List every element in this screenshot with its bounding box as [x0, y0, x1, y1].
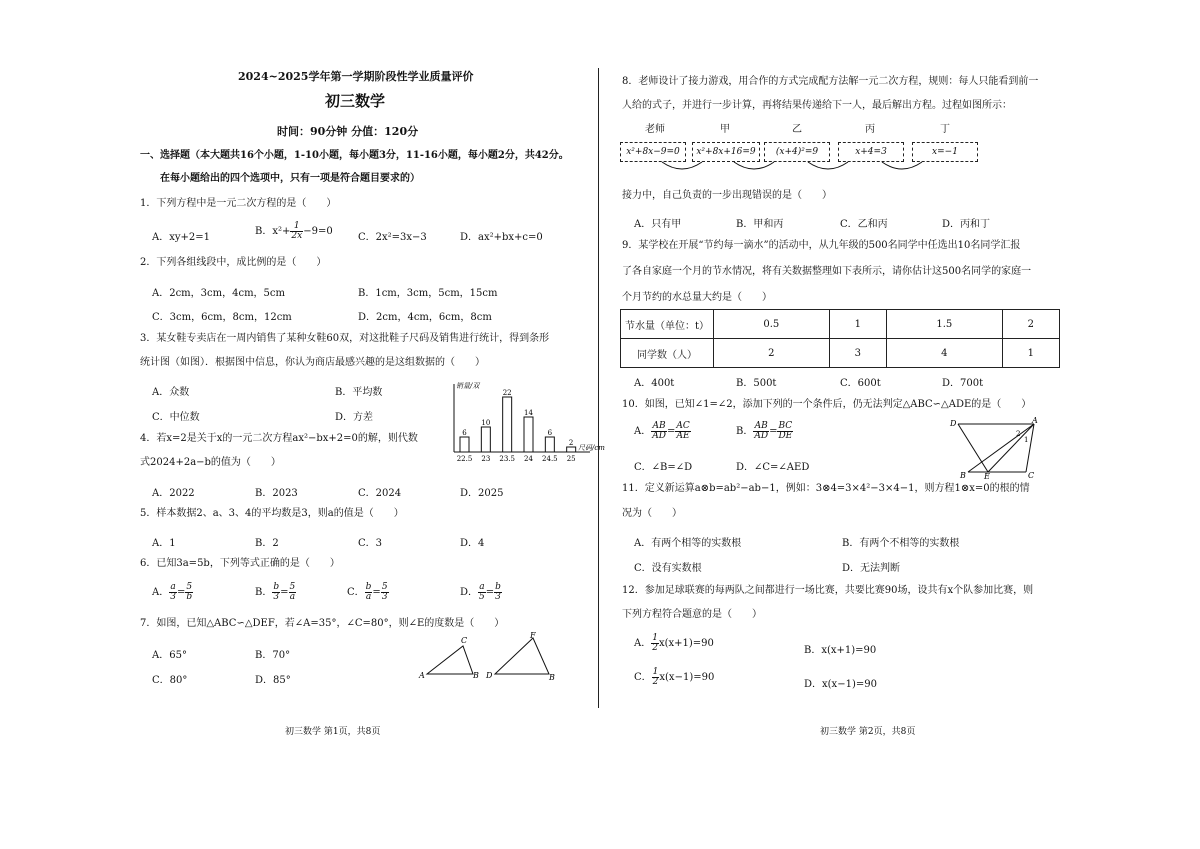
- q1-b-fraction: [290, 222, 303, 241]
- q10-option-a: A． $\frac{AB}{AD}$ = $\frac{AC}{AE}$: [634, 421, 690, 441]
- q5-option-b: B．2: [255, 538, 279, 549]
- label-b: B: [960, 471, 966, 480]
- q7-option-a: A．65°: [152, 650, 187, 661]
- q10-option-b: B． $\frac{AB}{AD}$ = $\frac{BC}{DE}$: [736, 421, 793, 441]
- q10-a-lhs-den: AD: [652, 431, 666, 441]
- q1-b-suffix: −9=0: [303, 226, 333, 237]
- q6-c-lhs-num: b: [365, 582, 372, 592]
- q6-b-rhs: [289, 583, 297, 602]
- q10-figure: [948, 416, 1038, 480]
- relay-box-jia: x²+8x+16=9: [692, 142, 760, 162]
- label-c: C: [1028, 471, 1035, 480]
- q6-a-rhs-num: 5: [186, 582, 193, 592]
- triangle-def: [495, 638, 549, 674]
- section-title: 一、选择题（本大题共16个小题，1-10小题，每小题3分，11-16小题，每小题2分，共42分。: [140, 150, 569, 161]
- q11-option-a: A．有两个相等的实数根: [634, 538, 742, 549]
- table-cell: 0.5: [714, 310, 830, 339]
- q9-option-b: B．500t: [736, 378, 777, 389]
- q7-option-c: C．80°: [152, 675, 188, 686]
- label-angle-2: 2: [1016, 430, 1021, 438]
- footer-left: 初三数学 第1页，共8页: [285, 727, 381, 737]
- relay-role-ding: 丁: [940, 124, 950, 135]
- table-cell: 2: [714, 339, 830, 368]
- relay-role-bing: 丙: [865, 124, 875, 135]
- table-cell: 1.5: [886, 310, 1002, 339]
- q5-option-d: D．4: [460, 538, 485, 549]
- q1-option-d: D．ax²+bx+c=0: [460, 232, 543, 243]
- q12-c-rest: x(x−1)=90: [659, 672, 715, 683]
- exam-title: 2024~2025学年第一学期阶段性学业质量评价: [238, 70, 474, 83]
- relay-box-teacher: x²+8x−9=0: [620, 142, 686, 162]
- q11-option-c: C．没有实数根: [634, 563, 702, 574]
- q10-b-rhs-den: DE: [778, 431, 793, 441]
- q2-option-b: B．1cm，3cm，5cm，15cm: [358, 288, 498, 299]
- q11-stem-line1: 11．定义新运算a⊗b=ab²−ab−1，例如：3⊗4=3×4²−3×4−1，则方程1⊗x=0的根的情: [622, 483, 1030, 494]
- data-label: 6: [547, 429, 553, 437]
- q1-b-prefix: B．x²+: [255, 226, 291, 237]
- relay-box-yi: (x+4)²=9: [764, 142, 830, 162]
- q6-a-lhs-num: a: [170, 582, 176, 592]
- q11-option-b: B．有两个不相等的实数根: [842, 538, 960, 549]
- bar: [567, 447, 576, 452]
- relay-role-jia: 甲: [720, 124, 730, 135]
- q3-stem-line1: 3．某女鞋专卖店在一周内销售了某种女鞋60双，对这批鞋子尺码及销售进行统计，得到条形: [140, 333, 550, 344]
- data-label: 22: [502, 389, 512, 397]
- q10-option-d: D．∠C=∠AED: [736, 462, 810, 473]
- q4-stem-line1: 4．若x=2是关于x的一元二次方程ax²−bx+2=0的解，则代数: [140, 433, 418, 444]
- q3-option-b: B．平均数: [335, 387, 383, 398]
- q2-option-d: D．2cm，4cm，6cm，8cm: [358, 312, 492, 323]
- q11-stem-line2: 况为（ ）: [622, 508, 682, 519]
- q6-d-lhs-num: a: [479, 582, 485, 592]
- segment-ab: [968, 424, 1034, 472]
- bar: [503, 397, 512, 452]
- q10-b-lhs: [753, 422, 769, 441]
- q10-a-lhs-num: AB: [652, 421, 666, 431]
- relay-arrow-4: [882, 162, 922, 169]
- q7-stem: 7．如图，已知△ABC∽△DEF，若∠A=35°，∠C=80°，则∠E的度数是（ ）: [140, 618, 505, 629]
- q3-stem-line2: 统计图（如图）．根据图中信息，你认为商店最感兴趣的是这组数据的（ ）: [140, 357, 485, 368]
- q6-c-rhs: [381, 583, 389, 602]
- q6-stem: 6．已知3a=5b，下列等式正确的是（ ）: [140, 558, 340, 569]
- label-b: B: [473, 671, 479, 680]
- q6-option-d: D． $\frac{a}{5}$ = $\frac{b}{3}$: [460, 582, 501, 602]
- label-a: A: [419, 671, 425, 680]
- shoe-size-chart: [436, 380, 605, 470]
- q12-c-half-den: 2: [652, 677, 659, 687]
- relay-arrow-2: [734, 162, 774, 169]
- q6-b-label: B．: [255, 587, 273, 598]
- right-page: [602, 0, 1200, 849]
- q9-stem-line1: 9．某学校在开展“节约每一滴水”的活动中，从九年级的500名同学中任选出10名同学汇报: [622, 240, 1021, 251]
- q9-stem-line3: 个月节约的水总量大约是（ ）: [622, 292, 772, 303]
- q6-b-lhs-num: b: [273, 582, 280, 592]
- q6-option-b: B． $\frac{b}{3}$ = $\frac{5}{a}$: [255, 582, 296, 602]
- label-angle-1: 1: [1024, 436, 1029, 444]
- x-axis-label: 尺码/cm: [578, 444, 605, 452]
- table-cell: 3: [829, 339, 886, 368]
- q8-stem-line2: 人给的式子，并进行一步计算，再将结果传递给下一人，最后解出方程。过程如图所示：: [622, 100, 1012, 111]
- q2-option-c: C．3cm，6cm，8cm，12cm: [152, 312, 292, 323]
- q6-d-rhs-num: b: [495, 582, 501, 592]
- q3-option-d: D．方差: [335, 412, 374, 423]
- water-table: [620, 309, 1060, 368]
- q6-d-rhs-den: 3: [495, 592, 501, 602]
- q6-option-a: A． $\frac{a}{3}$ = $\frac{5}{b}$: [152, 582, 193, 602]
- table-header: 同学数（人）: [621, 339, 714, 368]
- q6-d-label: D．: [460, 587, 479, 598]
- label-f: F: [530, 631, 536, 640]
- relay-arrow-3: [808, 162, 848, 169]
- relay-arrows: [642, 160, 962, 178]
- q8-stem-line1: 8．老师设计了接力游戏，用合作的方式完成配方法解一元二次方程，规则：每人只能看到前一: [622, 76, 1039, 87]
- q7-option-d: D．85°: [255, 675, 291, 686]
- bar: [545, 437, 554, 452]
- bar: [460, 437, 469, 452]
- q8-option-b: B．甲和丙: [736, 219, 784, 230]
- table-cell: 2: [1002, 310, 1059, 339]
- q8-question: 接力中，自己负责的一步出现错误的是（ ）: [622, 190, 832, 201]
- section-subtitle: 在每小题给出的四个选项中，只有一项是符合题目要求的）: [160, 173, 420, 184]
- table-cell: 1: [829, 310, 886, 339]
- q1-option-a: A．xy+2=1: [152, 232, 210, 243]
- q12-c-label: C．: [634, 672, 652, 683]
- q6-a-lhs-den: 3: [170, 592, 176, 602]
- q10-option-c: C．∠B=∠D: [634, 462, 693, 473]
- x-tick-label: 25: [566, 455, 576, 463]
- q12-a-label: A．: [634, 638, 652, 649]
- q2-option-a: A．2cm，3cm，4cm，5cm: [152, 288, 286, 299]
- q12-c-half-num: 1: [652, 667, 659, 677]
- time-info: 时间：90分钟 分值：120分: [277, 125, 419, 138]
- q1-stem: 1．下列方程中是一元二次方程的是（ ）: [140, 198, 337, 209]
- q10-b-rhs-num: BC: [778, 421, 793, 431]
- bar: [481, 427, 490, 452]
- q10-stem: 10．如图，已知∠1=∠2，添加下列的一个条件后，仍无法判定△ABC∽△ADE的是（ ）: [622, 399, 1032, 410]
- q6-a-rhs: [185, 583, 193, 602]
- data-label: 10: [481, 419, 491, 427]
- similar-triangles-figure: [415, 630, 565, 685]
- table-row: [621, 310, 1060, 339]
- q6-a-label: A．: [152, 587, 170, 598]
- q12-a-half-den: 2: [652, 643, 658, 653]
- q12-option-b: B．x(x+1)=90: [804, 645, 877, 656]
- x-tick-label: 24: [524, 455, 533, 463]
- q6-c-lhs: [365, 583, 373, 602]
- q6-d-lhs-den: 5: [479, 592, 485, 602]
- q4-option-b: B．2023: [255, 488, 298, 499]
- table-cell: 1: [1002, 339, 1059, 368]
- page-divider: [598, 68, 599, 708]
- table-header: 节水量（单位：t）: [621, 310, 714, 339]
- q8-option-c: C．乙和丙: [840, 219, 888, 230]
- table-row: [621, 339, 1060, 368]
- data-label: 2: [568, 439, 574, 447]
- shoe-size-bar-chart-svg: [436, 380, 605, 470]
- relay-box-bing: x+4=3: [838, 142, 904, 162]
- x-tick-label: 23: [481, 455, 491, 463]
- label-e: E: [984, 472, 990, 481]
- q6-option-c: C． $\frac{b}{a}$ = $\frac{5}{3}$: [347, 582, 388, 602]
- q9-option-c: C．600t: [840, 378, 881, 389]
- q9-option-a: A．400t: [634, 378, 675, 389]
- q6-c-rhs-den: 3: [381, 592, 388, 602]
- q3-option-c: C．中位数: [152, 412, 200, 423]
- q10-a-rhs-num: AC: [676, 421, 690, 431]
- q6-c-rhs-num: 5: [381, 582, 388, 592]
- q12-a-half-num: 1: [652, 633, 658, 643]
- q4-option-a: A．2022: [152, 488, 195, 499]
- q12-option-d: D．x(x−1)=90: [804, 679, 877, 690]
- table-cell: 4: [886, 339, 1002, 368]
- q5-stem: 5．样本数据2、a、3、4的平均数是3，则a的值是（ ）: [140, 508, 404, 519]
- q12-option-c: [634, 668, 714, 687]
- bar: [524, 417, 533, 452]
- q11-option-d: D．无法判断: [842, 563, 901, 574]
- q10-a-rhs: [675, 422, 690, 441]
- q4-option-c: C．2024: [358, 488, 402, 499]
- y-axis-label: 销量/双: [456, 382, 480, 390]
- segment-de: [958, 424, 988, 472]
- relay-role-teacher: 老师: [645, 124, 665, 135]
- x-tick-label: 24.5: [542, 455, 558, 463]
- footer-right: 初三数学 第2页，共8页: [820, 727, 916, 737]
- q6-a-lhs: [169, 583, 177, 602]
- q9-option-d: D．700t: [942, 378, 984, 389]
- x-tick-label: 22.5: [456, 455, 473, 463]
- triangle-abc: [427, 646, 473, 674]
- q2-stem: 2．下列各组线段中，成比例的是（ ）: [140, 257, 327, 268]
- q10-b-label: B．: [736, 426, 754, 437]
- relay-role-yi: 乙: [792, 124, 802, 135]
- q6-d-lhs: [478, 583, 486, 602]
- q12-option-a: [634, 634, 714, 653]
- q12-a-half: [651, 634, 659, 653]
- q7-option-b: B．70°: [255, 650, 291, 661]
- q1-option-c: C．2x²=3x−3: [358, 232, 427, 243]
- x-tick-label: 23.5: [499, 455, 515, 463]
- q10-a-rhs-den: AE: [676, 431, 690, 441]
- q10-b-lhs-num: AB: [754, 421, 768, 431]
- q4-stem-line2: 式2024+2a−b的值为（ ）: [140, 457, 281, 468]
- q4-option-d: D．2025: [460, 488, 504, 499]
- q8-option-a: A．只有甲: [634, 219, 682, 230]
- q10-b-rhs: [777, 422, 793, 441]
- q10-b-lhs-den: AD: [754, 431, 769, 441]
- label-c: C: [461, 636, 468, 645]
- q12-stem-line2: 下列方程符合题意的是（ ）: [622, 609, 762, 620]
- q1-b-num: 1: [290, 222, 303, 232]
- q6-d-rhs: [494, 583, 502, 602]
- label-d: D: [950, 419, 957, 428]
- q6-b-rhs-num: 5: [289, 582, 296, 592]
- label-e: B: [549, 673, 555, 682]
- q10-a-lhs: [651, 422, 667, 441]
- q12-a-rest: x(x+1)=90: [658, 638, 714, 649]
- q1-option-b: [255, 222, 333, 241]
- q10-a-label: A．: [634, 426, 652, 437]
- relay-arrow-1: [662, 162, 702, 169]
- q12-stem-line1: 12．参加足球联赛的每两队之间都进行一场比赛，共要比赛90场，设共有x个队参加比赛，则: [622, 585, 1034, 596]
- q6-c-lhs-den: a: [365, 592, 372, 602]
- relay-box-ding: x=−1: [912, 142, 978, 162]
- data-label: 6: [462, 429, 467, 437]
- q6-b-lhs: [272, 583, 280, 602]
- q6-b-lhs-den: 3: [273, 592, 280, 602]
- q8-option-d: D．丙和丁: [942, 219, 991, 230]
- label-a: A: [1032, 416, 1038, 425]
- label-d: D: [486, 671, 493, 680]
- q5-option-c: C．3: [358, 538, 383, 549]
- q6-b-rhs-den: a: [289, 592, 296, 602]
- q1-b-den: 2x: [291, 231, 303, 241]
- subject-title: 初三数学: [325, 92, 386, 110]
- q5-option-a: A．1: [152, 538, 176, 549]
- q6-a-rhs-den: b: [186, 592, 193, 602]
- data-label: 14: [524, 409, 533, 417]
- q9-stem-line2: 了各自家庭一个月的节水情况，将有关数据整理如下表所示，请你估计这500名同学的家庭一: [622, 266, 1032, 277]
- q6-c-label: C．: [347, 587, 365, 598]
- q3-option-a: A．众数: [152, 387, 190, 398]
